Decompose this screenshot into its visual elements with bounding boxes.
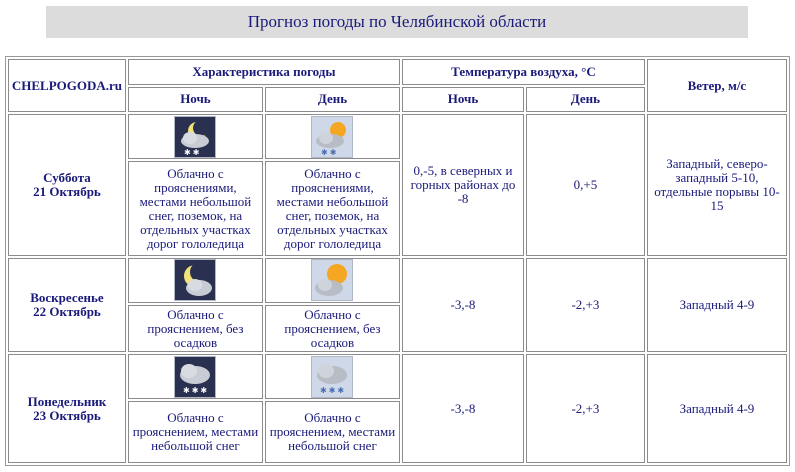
night-header: Ночь <box>128 87 263 113</box>
night-description: Облачно с прояснением, без осадков <box>128 305 263 352</box>
temp-night-cell: -3,-8 <box>402 354 524 463</box>
day-date: 22 Октябрь <box>33 304 101 320</box>
day-icon-cell <box>265 258 400 303</box>
day-date: 21 Октябрь <box>33 184 101 200</box>
night-description: Облачно с прояснениями, местами небольшой снег, поземок, на отдельных участках дорог гололедица <box>128 161 263 255</box>
cloud-snow-night-icon <box>174 356 216 398</box>
day-cell <box>8 114 126 256</box>
day-name: Суббота <box>43 170 91 186</box>
day-icon-cell <box>265 114 400 159</box>
temp-night-header: Ночь <box>402 87 524 113</box>
weather-characteristic-header: Характеристика погоды <box>128 59 400 85</box>
temp-night-cell: -3,-8 <box>402 258 524 352</box>
temperature-header: Температура воздуха, °С <box>402 59 645 85</box>
day-description: Облачно с прояснениями, местами небольшой снег, поземок, на отдельных участках дорог гололедица <box>265 161 400 255</box>
temp-day-header: День <box>526 87 645 113</box>
day-name: Воскресенье <box>30 290 104 306</box>
moon-cloud-icon <box>174 259 216 301</box>
site-name: CHELPOGODA.ru <box>8 59 126 112</box>
night-icon-cell <box>128 354 263 399</box>
day-icon-cell <box>265 354 400 399</box>
day-cell <box>8 258 126 352</box>
wind-header: Ветер, м/с <box>647 59 787 112</box>
day-description: Облачно с прояснением, без осадков <box>265 305 400 352</box>
wind-cell: Западный 4-9 <box>647 258 787 352</box>
svg-text:✱ ✱: ✱ ✱ <box>321 147 337 157</box>
night-description: Облачно с прояснением, местами небольшой снег <box>128 401 263 463</box>
sun-cloud-icon <box>311 259 353 301</box>
temp-day-cell: -2,+3 <box>526 354 645 463</box>
weather-forecast-table <box>5 56 790 466</box>
page-title: Прогноз погоды по Челябинской области <box>46 6 748 38</box>
night-icon-cell <box>128 114 263 159</box>
day-date: 23 Октябрь <box>33 407 101 423</box>
wind-cell: Западный, северо-западный 5-10, отдельные порывы 10-15 <box>647 114 787 256</box>
wind-cell: Западный 4-9 <box>647 354 787 463</box>
day-header: День <box>265 87 400 113</box>
moon-cloud-snow-icon <box>174 116 216 158</box>
night-icon-cell <box>128 258 263 303</box>
temp-day-cell: 0,+5 <box>526 114 645 256</box>
cloud-snow-day-icon <box>311 356 353 398</box>
temp-day-cell: -2,+3 <box>526 258 645 352</box>
svg-text:✱ ✱ ✱: ✱ ✱ ✱ <box>183 385 208 395</box>
sun-cloud-snow-icon <box>311 116 353 158</box>
temp-night-cell: 0,-5, в северных и горных районах до -8 <box>402 114 524 256</box>
day-name: Понедельник <box>27 393 107 409</box>
svg-text:✱ ✱ ✱: ✱ ✱ ✱ <box>320 385 345 395</box>
day-description: Облачно с прояснением, местами небольшой снег <box>265 401 400 463</box>
svg-text:✱ ✱: ✱ ✱ <box>184 147 200 157</box>
day-cell <box>8 354 126 463</box>
